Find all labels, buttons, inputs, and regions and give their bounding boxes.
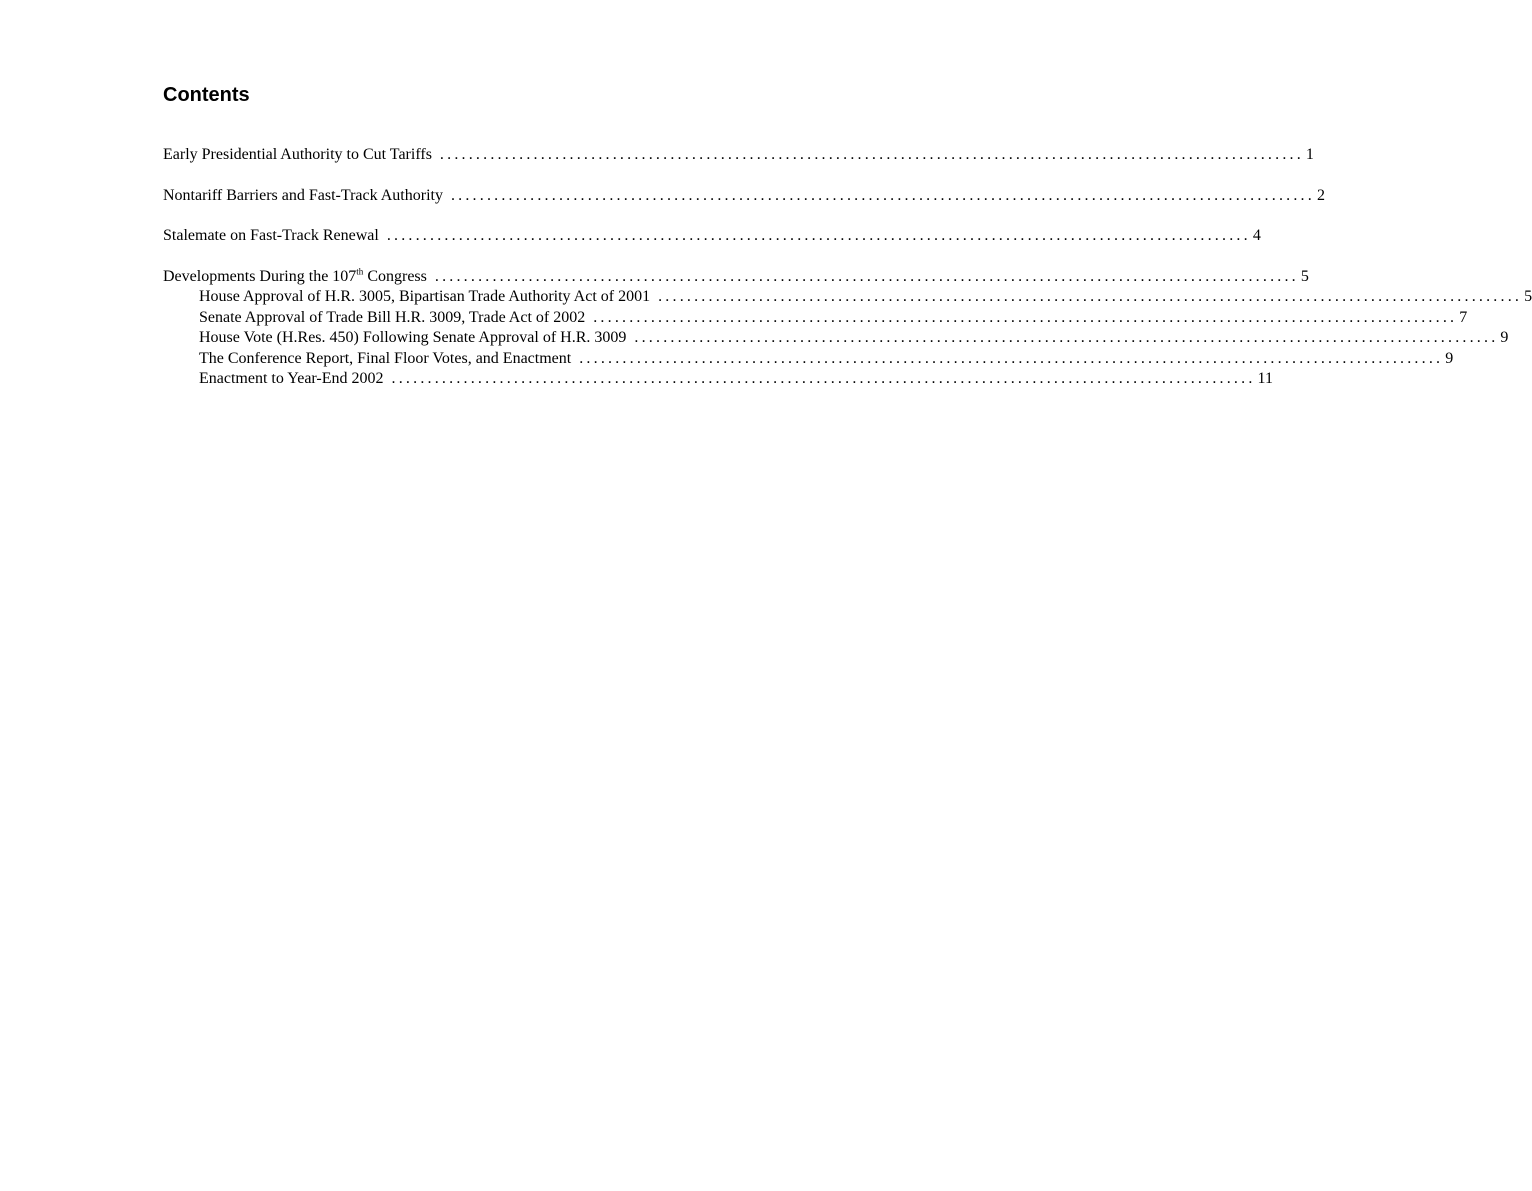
toc-entry-title: Senate Approval of Trade Bill H.R. 3009, Trade Act of 2002 <box>199 308 586 326</box>
table-of-contents <box>163 82 1532 390</box>
toc-group <box>163 186 1325 207</box>
toc-page-number: 4 <box>1252 227 1261 244</box>
toc-entry-title: The Conference Report, Final Floor Votes, and Enactment <box>199 349 572 367</box>
toc-leader-dots: ........................................................................................................................ <box>386 227 1251 244</box>
page-title: Contents <box>163 84 250 106</box>
toc-page-number: 2 <box>1316 186 1325 204</box>
toc-leader-dots: ........................................................................................................................ <box>579 349 1444 367</box>
toc-subentry[interactable] <box>163 349 1454 370</box>
toc-page-number: 7 <box>1459 308 1468 326</box>
toc-entry-title: House Approval of H.R. 3005, Bipartisan Trade Authority Act of 2001 <box>199 288 651 305</box>
toc-entry[interactable] <box>163 266 1309 288</box>
toc-page-number: 5 <box>1524 288 1532 305</box>
toc-leader-dots: ........................................................................................................................ <box>434 267 1299 285</box>
toc-subentry[interactable] <box>163 287 1532 308</box>
toc-leader-dots: ........................................................................................................................ <box>634 329 1499 346</box>
toc-subentry[interactable] <box>163 328 1509 349</box>
toc-group <box>163 226 1261 247</box>
toc-entry[interactable] <box>163 226 1261 247</box>
toc-group <box>163 145 1314 166</box>
toc-leader-dots: ........................................................................................................................ <box>439 146 1304 163</box>
toc-page-number: 9 <box>1500 329 1509 346</box>
toc-leader-dots: ........................................................................................................................ <box>391 370 1256 387</box>
toc-leader-dots: ........................................................................................................................ <box>450 186 1315 204</box>
toc-entry-title: Stalemate on Fast-Track Renewal <box>163 227 379 244</box>
toc-entry-title-part: Congress <box>363 267 427 285</box>
toc-entry-title: House Vote (H.Res. 450) Following Senate Approval of H.R. 3009 <box>199 329 627 346</box>
toc-page-number: 9 <box>1445 349 1454 367</box>
toc-leader-dots: ........................................................................................................................ <box>593 308 1458 326</box>
toc-entry-title: Enactment to Year-End 2002 <box>199 370 384 387</box>
toc-page-number: 11 <box>1257 370 1273 387</box>
toc-page-number: 1 <box>1305 146 1314 163</box>
toc-page-number: 5 <box>1300 267 1309 285</box>
ordinal-suffix: th <box>356 266 364 277</box>
toc-entry[interactable] <box>163 145 1314 166</box>
toc-entry-title-part: Developments During the 107 <box>163 267 357 285</box>
toc-entry-title <box>163 267 427 288</box>
toc-entry[interactable] <box>163 186 1325 207</box>
toc-entry-title: Nontariff Barriers and Fast-Track Authority <box>163 186 443 204</box>
toc-entry-title: Early Presidential Authority to Cut Tariffs <box>163 146 432 163</box>
toc-subentry[interactable] <box>163 308 1468 329</box>
toc-leader-dots: ........................................................................................................................ <box>658 288 1523 305</box>
toc-subentry[interactable] <box>163 369 1273 390</box>
toc-group <box>163 266 1532 390</box>
